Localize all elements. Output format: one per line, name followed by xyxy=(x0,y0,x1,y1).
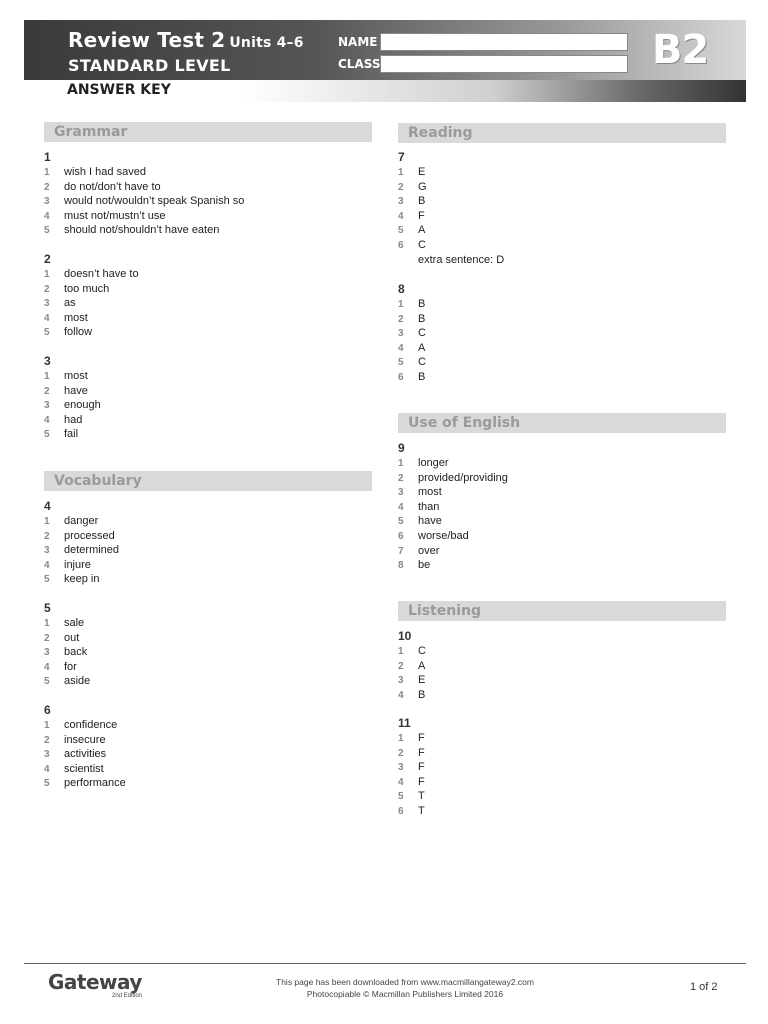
answer-number: 5 xyxy=(44,225,50,237)
answer-text: B xyxy=(418,370,426,383)
answer-text: most xyxy=(418,486,442,499)
answer-number: 5 xyxy=(44,574,50,586)
answer-number: 5 xyxy=(44,676,50,688)
footer-download-line: This page has been downloaded from www.macmillangateway2.com xyxy=(276,977,534,987)
answer-list xyxy=(44,514,372,587)
level-badge: B2 xyxy=(652,27,709,73)
answer-text: injure xyxy=(64,558,91,571)
answer-number: 4 xyxy=(44,414,50,426)
exercise-number: 3 xyxy=(44,354,51,368)
answer-text: aside xyxy=(64,675,91,688)
answer-list xyxy=(44,369,372,442)
answer-number: 4 xyxy=(398,501,404,513)
answer-number: 4 xyxy=(44,661,50,673)
answer-text: C xyxy=(418,238,426,251)
answer-list xyxy=(398,731,726,819)
answer-row xyxy=(398,297,726,312)
answer-text: C xyxy=(418,327,426,340)
answer-text: performance xyxy=(64,777,126,790)
answer-text: processed xyxy=(64,529,115,542)
answer-list xyxy=(398,456,726,573)
answer-row xyxy=(44,645,372,660)
exercise-number: 10 xyxy=(398,629,412,643)
answer-number: 4 xyxy=(44,312,50,324)
answer-text: should not/shouldn’t have eaten xyxy=(64,224,220,237)
answer-row xyxy=(398,688,726,703)
exercise-number: 11 xyxy=(398,716,411,730)
section-vocabulary: Vocabulary xyxy=(44,471,372,491)
answer-number: 4 xyxy=(398,689,404,701)
answer-text: for xyxy=(64,660,77,673)
answer-number: 6 xyxy=(398,805,404,817)
answer-text: insecure xyxy=(64,733,106,746)
answer-number: 2 xyxy=(398,660,404,672)
answer-text: T xyxy=(418,790,425,803)
exercise-6 xyxy=(44,703,372,791)
answer-row xyxy=(44,267,372,282)
answer-row xyxy=(44,369,372,384)
answer-row xyxy=(398,485,726,500)
exercise-number: 1 xyxy=(44,150,51,164)
exercise-9 xyxy=(398,441,726,573)
answer-number: 2 xyxy=(398,313,404,325)
answer-number: 4 xyxy=(44,210,50,222)
answer-row xyxy=(44,543,372,558)
logo-edition: 2nd Edition xyxy=(112,993,143,999)
answer-row xyxy=(44,733,372,748)
answer-number: 1 xyxy=(44,371,50,382)
answer-number: 4 xyxy=(398,342,404,354)
answer-row xyxy=(44,514,372,529)
answer-row xyxy=(44,398,372,413)
answer-text: keep in xyxy=(64,573,100,586)
answer-text: F xyxy=(418,761,425,774)
answer-row xyxy=(44,311,372,326)
answer-number: 4 xyxy=(44,763,50,775)
answer-text: follow xyxy=(64,326,93,339)
answer-number: 2 xyxy=(44,181,50,193)
answer-text: B xyxy=(418,298,426,310)
answer-text: as xyxy=(64,297,76,310)
name-field[interactable] xyxy=(380,33,628,51)
answer-text: danger xyxy=(64,515,99,527)
answer-text: activities xyxy=(64,748,107,761)
answer-row xyxy=(44,529,372,544)
extra-sentence: extra sentence: D xyxy=(418,253,505,266)
exercise-number: 8 xyxy=(398,282,405,296)
answer-row xyxy=(398,673,726,688)
answer-row xyxy=(44,616,372,631)
answer-row xyxy=(44,223,372,238)
answer-row xyxy=(398,456,726,471)
answer-list xyxy=(44,267,372,340)
answer-number: 5 xyxy=(398,516,404,528)
answer-number: 1 xyxy=(44,167,50,178)
answer-row xyxy=(44,718,372,733)
answer-row xyxy=(398,326,726,341)
answer-text: T xyxy=(418,804,425,817)
answer-number: 2 xyxy=(44,385,50,397)
answer-text: do not/don’t have to xyxy=(64,180,161,193)
answer-row xyxy=(398,558,726,573)
exercise-number: 4 xyxy=(44,499,51,513)
answer-number: 5 xyxy=(44,327,50,339)
answer-text: most xyxy=(64,370,88,382)
answer-row xyxy=(398,731,726,746)
page-number: 1 of 2 xyxy=(690,981,718,993)
answer-row xyxy=(398,370,726,385)
exercise-number: 6 xyxy=(44,703,51,717)
answer-text: worse/bad xyxy=(418,529,469,542)
answer-row xyxy=(44,165,372,180)
section-listening: Listening xyxy=(398,601,726,621)
answer-text: have xyxy=(418,515,442,528)
answer-text: longer xyxy=(418,457,449,469)
exercise-8 xyxy=(398,282,726,385)
answer-row xyxy=(44,776,372,791)
answer-text: E xyxy=(418,166,426,178)
answer-row xyxy=(398,238,726,253)
answer-number: 2 xyxy=(398,747,404,759)
answer-text: most xyxy=(64,311,88,324)
answer-row xyxy=(398,789,726,804)
answer-number: 2 xyxy=(398,472,404,484)
answer-row xyxy=(398,165,726,180)
gateway-logo: Gateway xyxy=(48,970,142,994)
answer-row xyxy=(398,760,726,775)
answer-text: A xyxy=(418,224,426,237)
answer-row xyxy=(44,296,372,311)
answer-list xyxy=(44,616,372,689)
exercise-1 xyxy=(44,150,372,238)
answer-row xyxy=(398,194,726,209)
answer-number: 4 xyxy=(44,559,50,571)
answer-number: 2 xyxy=(44,734,50,746)
answer-row xyxy=(398,209,726,224)
answer-row xyxy=(398,544,726,559)
name-label: NAME xyxy=(338,35,378,49)
answer-row xyxy=(44,194,372,209)
answer-row xyxy=(398,312,726,327)
answer-text: F xyxy=(418,746,425,759)
answer-row xyxy=(398,471,726,486)
footer-divider xyxy=(24,963,746,964)
answer-number: 2 xyxy=(44,530,50,542)
answer-text: over xyxy=(418,544,440,557)
answer-text: scientist xyxy=(64,762,104,775)
answer-number: 5 xyxy=(44,429,50,441)
answer-row xyxy=(44,674,372,689)
page-title xyxy=(68,28,304,52)
answer-text: back xyxy=(64,646,88,659)
answer-number: 4 xyxy=(398,210,404,222)
answer-number: 1 xyxy=(398,733,404,744)
exercise-10 xyxy=(398,629,726,702)
answer-number: 3 xyxy=(44,545,50,557)
answer-text: too much xyxy=(64,282,110,295)
answer-number: 5 xyxy=(44,778,50,790)
level-label: STANDARD LEVEL xyxy=(68,56,231,75)
answer-row xyxy=(44,572,372,587)
answer-number: 1 xyxy=(44,618,50,629)
answer-row xyxy=(398,223,726,238)
answer-number: 2 xyxy=(44,632,50,644)
answer-row xyxy=(44,180,372,195)
answer-text: F xyxy=(418,775,425,788)
answer-number: 6 xyxy=(398,371,404,383)
answer-number: 3 xyxy=(398,196,404,208)
answer-text: must not/mustn’t use xyxy=(64,209,166,222)
answer-text: G xyxy=(418,180,427,193)
exercise-7 xyxy=(398,150,726,267)
answer-row xyxy=(44,209,372,224)
answer-row xyxy=(398,514,726,529)
answer-number: 3 xyxy=(398,328,404,340)
exercise-2 xyxy=(44,252,372,340)
answer-number: 1 xyxy=(44,269,50,280)
answer-list xyxy=(44,165,372,238)
answer-text: wish I had saved xyxy=(64,166,146,178)
answer-number: 3 xyxy=(44,298,50,310)
answer-number: 1 xyxy=(398,299,404,310)
answer-text: B xyxy=(418,688,426,701)
title-units: Units 4–6 xyxy=(229,35,304,51)
answer-text: enough xyxy=(64,399,101,412)
answer-number: 1 xyxy=(44,516,50,527)
answer-number: 3 xyxy=(44,400,50,412)
answer-text: than xyxy=(418,500,440,513)
answer-number: 5 xyxy=(398,225,404,237)
answer-row xyxy=(44,631,372,646)
answer-row xyxy=(398,500,726,515)
answer-number: 6 xyxy=(398,530,404,542)
exercise-4 xyxy=(44,499,372,587)
answer-list xyxy=(398,644,726,702)
answer-text: had xyxy=(64,413,83,426)
answer-number: 1 xyxy=(44,720,50,731)
answer-row xyxy=(398,529,726,544)
section-reading: Reading xyxy=(398,123,726,143)
answer-list xyxy=(398,297,726,385)
answer-row xyxy=(44,558,372,573)
answer-text: determined xyxy=(64,544,120,557)
answer-row xyxy=(398,746,726,761)
answer-row xyxy=(44,413,372,428)
answer-row xyxy=(398,644,726,659)
answer-text: confidence xyxy=(64,719,118,731)
answer-number: 2 xyxy=(44,283,50,295)
footer-copyright-line: Photocopiable © Macmillan Publishers Limited 2016 xyxy=(306,989,504,999)
answer-row xyxy=(44,325,372,340)
answer-text: A xyxy=(418,341,426,354)
answer-text: F xyxy=(418,209,425,222)
answer-text: fail xyxy=(64,428,79,441)
answer-text: provided/providing xyxy=(418,471,508,484)
answer-number: 7 xyxy=(398,545,404,557)
exercise-number: 5 xyxy=(44,601,51,615)
answer-text: be xyxy=(418,559,431,572)
exercise-number: 9 xyxy=(398,441,405,455)
answer-row xyxy=(398,775,726,790)
answer-number: 1 xyxy=(398,646,404,657)
answer-list xyxy=(44,718,372,791)
exercise-3 xyxy=(44,354,372,442)
answer-row xyxy=(44,660,372,675)
answer-number: 8 xyxy=(398,560,404,572)
answer-row xyxy=(398,355,726,370)
answer-text: B xyxy=(418,195,426,208)
answer-text: sale xyxy=(64,617,85,629)
footer-notice xyxy=(230,976,580,1000)
answer-row xyxy=(44,762,372,777)
answer-text: have xyxy=(64,384,88,397)
exercise-5 xyxy=(44,601,372,689)
answer-row xyxy=(398,804,726,819)
answer-text: F xyxy=(418,732,425,744)
answer-text: C xyxy=(418,356,426,369)
answer-number: 5 xyxy=(398,791,404,803)
answer-number: 3 xyxy=(398,487,404,499)
answer-number: 4 xyxy=(398,776,404,788)
answer-number: 3 xyxy=(44,749,50,761)
answer-number: 1 xyxy=(398,458,404,469)
answer-text: out xyxy=(64,631,80,644)
exercise-number: 7 xyxy=(398,150,405,164)
answer-row xyxy=(44,427,372,442)
answer-text: doesn’t have to xyxy=(64,268,139,280)
section-grammar: Grammar xyxy=(44,122,372,142)
exercise-11 xyxy=(398,716,726,819)
answer-number: 3 xyxy=(398,762,404,774)
class-field[interactable] xyxy=(380,55,628,73)
answer-text: A xyxy=(418,659,426,672)
answer-key-label: ANSWER KEY xyxy=(67,82,171,98)
answer-row xyxy=(44,282,372,297)
answer-text: E xyxy=(418,674,426,687)
answer-number: 3 xyxy=(44,647,50,659)
answer-row xyxy=(44,747,372,762)
answer-number: 6 xyxy=(398,239,404,251)
answer-row xyxy=(398,180,726,195)
answer-number: 3 xyxy=(398,675,404,687)
answer-text: B xyxy=(418,312,426,325)
class-label: CLASS xyxy=(338,57,381,71)
answer-text: C xyxy=(418,645,426,657)
title-text: Review Test 2 xyxy=(68,28,226,52)
answer-row xyxy=(44,384,372,399)
answer-row xyxy=(398,659,726,674)
answer-text: would not/wouldn’t speak Spanish so xyxy=(64,195,245,208)
exercise-number: 2 xyxy=(44,252,51,266)
answer-number: 5 xyxy=(398,357,404,369)
answer-number: 3 xyxy=(44,196,50,208)
answer-list xyxy=(398,165,726,253)
section-use-of-english: Use of English xyxy=(398,413,726,433)
answer-row xyxy=(398,341,726,356)
answer-number: 1 xyxy=(398,167,404,178)
answer-number: 2 xyxy=(398,181,404,193)
